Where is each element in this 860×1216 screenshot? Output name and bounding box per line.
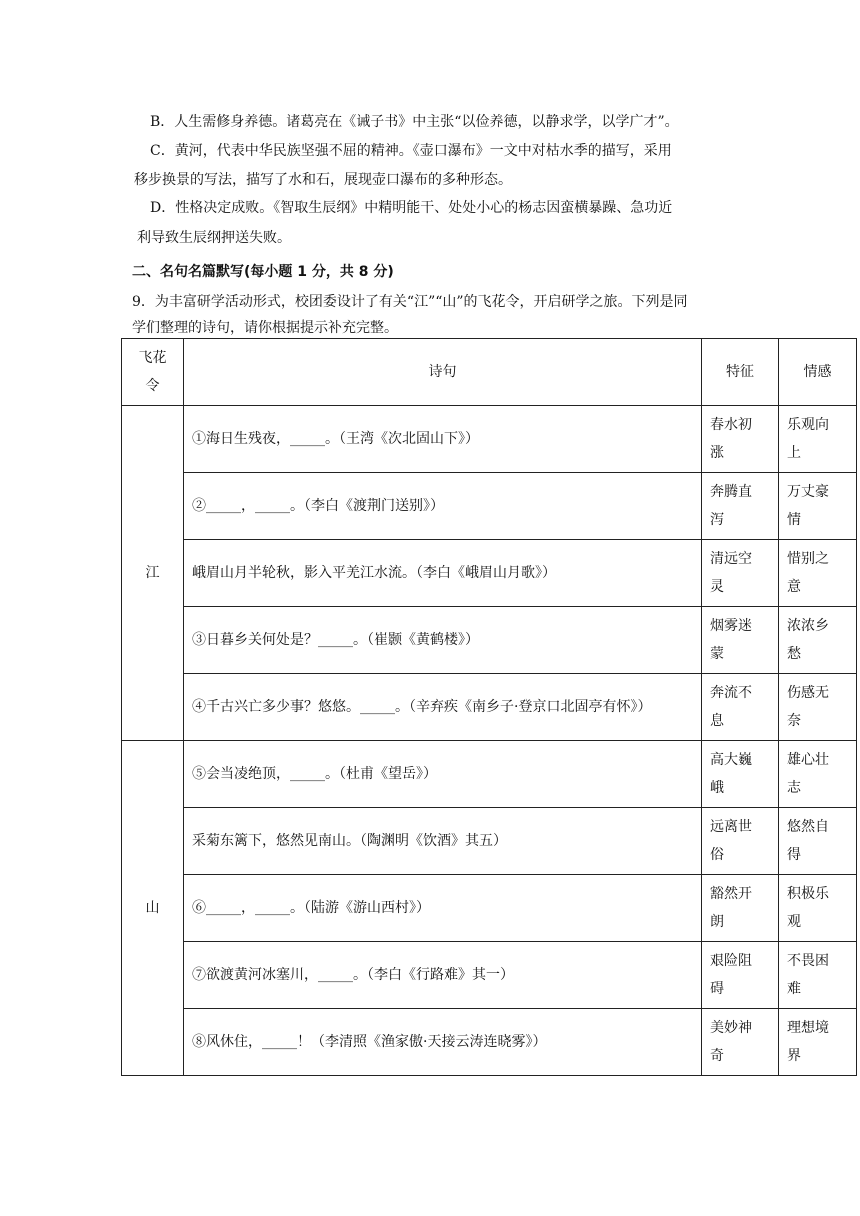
- option-c-line2: 移步换景的写法，描写了水和石，展现壶口瀑布的多种形态。: [134, 172, 512, 188]
- feature-text-1: 奔腾直: [710, 484, 752, 500]
- table-row: [122, 607, 857, 674]
- table-row: [122, 674, 857, 741]
- emotion-cell: [779, 473, 857, 540]
- question-line1: 9．为丰富研学活动形式，校团委设计了有关“江”“山”的飞花令，开启研学之旅。下列是同: [132, 294, 688, 310]
- feature-cell: [702, 540, 779, 607]
- feature-cell: [702, 942, 779, 1009]
- feature-text-2: 俗: [710, 847, 724, 863]
- option-d-line2: 利导致生辰纲押送失败。: [137, 230, 291, 246]
- emotion-text-1: 悠然自: [787, 819, 829, 835]
- table-row: [122, 406, 857, 473]
- emotion-cell: [779, 808, 857, 875]
- table-header-row: [122, 339, 857, 406]
- feature-text-2: 灵: [710, 579, 724, 595]
- emotion-cell: [779, 406, 857, 473]
- emotion-cell: [779, 741, 857, 808]
- emotion-text-2: 难: [787, 981, 801, 997]
- header-emotion: 情感: [779, 339, 857, 406]
- feature-text-1: 奔流不: [710, 685, 752, 701]
- feature-text-1: 豁然开: [710, 886, 752, 902]
- emotion-text-2: 奈: [787, 713, 801, 729]
- emotion-text-2: 情: [787, 512, 801, 528]
- emotion-text-1: 雄心壮: [787, 752, 829, 768]
- emotion-text-1: 不畏困: [787, 953, 829, 969]
- feature-text-1: 高大巍: [710, 752, 752, 768]
- poem-cell: 峨眉山月半轮秋，影入平羌江水流。（李白《峨眉山月歌》）: [184, 540, 702, 607]
- feature-text-1: 清远空: [710, 551, 752, 567]
- feature-text-2: 朗: [710, 914, 724, 930]
- feature-cell: [702, 473, 779, 540]
- option-d-line1: D．性格决定成败。《智取生辰纲》中精明能干、处处小心的杨志因蛮横暴躁、急功近: [150, 200, 673, 216]
- poem-cell: ④千古兴亡多少事？悠悠。_____。（辛弃疾《南乡子·登京口北固亭有怀》）: [184, 674, 702, 741]
- option-c-line1: C．黄河，代表中华民族坚强不屈的精神。《壶口瀑布》一文中对枯水季的描写，采用: [150, 143, 672, 159]
- feature-text-2: 碍: [710, 981, 724, 997]
- poem-cell: ⑧风休住，_____！（李清照《渔家傲·天接云涛连晓雾》）: [184, 1009, 702, 1076]
- group-jiang: 江: [122, 406, 184, 741]
- emotion-text-1: 浓浓乡: [787, 618, 829, 634]
- feature-text-1: 春水初: [710, 417, 752, 433]
- emotion-text-1: 惜别之: [787, 551, 829, 567]
- emotion-cell: [779, 875, 857, 942]
- poem-table: [121, 338, 857, 1076]
- emotion-text-2: 上: [787, 445, 801, 461]
- feature-text-1: 美妙神: [710, 1020, 752, 1036]
- poem-cell: ⑥_____，_____。（陆游《游山西村》）: [184, 875, 702, 942]
- header-feihualing: [122, 339, 184, 406]
- feature-cell: [702, 406, 779, 473]
- feature-cell: [702, 674, 779, 741]
- table-row: [122, 540, 857, 607]
- header-feature: 特征: [702, 339, 779, 406]
- feature-text-2: 涨: [710, 445, 724, 461]
- feature-text-2: 奇: [710, 1048, 724, 1064]
- emotion-text-2: 意: [787, 579, 801, 595]
- section-title: 二、名句名篇默写(每小题 1 分，共 8 分): [132, 264, 394, 280]
- emotion-cell: [779, 674, 857, 741]
- table-row: [122, 473, 857, 540]
- table-row: [122, 808, 857, 875]
- header-poem: 诗句: [184, 339, 702, 406]
- poem-cell: ①海日生残夜，_____。（王湾《次北固山下》）: [184, 406, 702, 473]
- emotion-text-1: 万丈豪: [787, 484, 829, 500]
- header-feihualing-line1: 飞花: [138, 350, 167, 366]
- feature-cell: [702, 607, 779, 674]
- feature-text-2: 息: [710, 713, 724, 729]
- option-b: B．人生需修身养德。诸葛亮在《诫子书》中主张“以俭养德，以静求学，以学广才”。: [150, 114, 679, 130]
- feature-cell: [702, 808, 779, 875]
- emotion-text-1: 伤感无: [787, 685, 829, 701]
- emotion-cell: [779, 1009, 857, 1076]
- poem-cell: 采菊东篱下，悠然见南山。（陶渊明《饮酒》其五）: [184, 808, 702, 875]
- emotion-text-2: 得: [787, 847, 801, 863]
- table-row: [122, 741, 857, 808]
- poem-cell: ③日暮乡关何处是？_____。（崔颢《黄鹤楼》）: [184, 607, 702, 674]
- feature-cell: [702, 875, 779, 942]
- table-row: [122, 1009, 857, 1076]
- question-line2: 学们整理的诗句，请你根据提示补充完整。: [132, 320, 398, 336]
- group-shan: 山: [122, 741, 184, 1076]
- emotion-cell: [779, 540, 857, 607]
- feature-cell: [702, 1009, 779, 1076]
- emotion-text-2: 界: [787, 1048, 801, 1064]
- table-row: [122, 875, 857, 942]
- poem-cell: ②_____，_____。（李白《渡荆门送别》）: [184, 473, 702, 540]
- emotion-text-2: 志: [787, 780, 801, 796]
- feature-text-2: 蒙: [710, 646, 724, 662]
- emotion-cell: [779, 607, 857, 674]
- emotion-text-1: 积极乐: [787, 886, 829, 902]
- poem-cell: ⑤会当凌绝顶，_____。（杜甫《望岳》）: [184, 741, 702, 808]
- emotion-text-1: 乐观向: [787, 417, 829, 433]
- feature-text-2: 泻: [710, 512, 724, 528]
- feature-cell: [702, 741, 779, 808]
- feature-text-1: 艰险阻: [710, 953, 752, 969]
- poem-cell: ⑦欲渡黄河冰塞川，_____。（李白《行路难》其一）: [184, 942, 702, 1009]
- emotion-text-2: 愁: [787, 646, 801, 662]
- table-row: [122, 942, 857, 1009]
- emotion-text-1: 理想境: [787, 1020, 829, 1036]
- emotion-cell: [779, 942, 857, 1009]
- feature-text-1: 远离世: [710, 819, 752, 835]
- feature-text-2: 峨: [710, 780, 724, 796]
- emotion-text-2: 观: [787, 914, 801, 930]
- feature-text-1: 烟雾迷: [710, 618, 752, 634]
- header-feihualing-line2: 令: [145, 378, 160, 394]
